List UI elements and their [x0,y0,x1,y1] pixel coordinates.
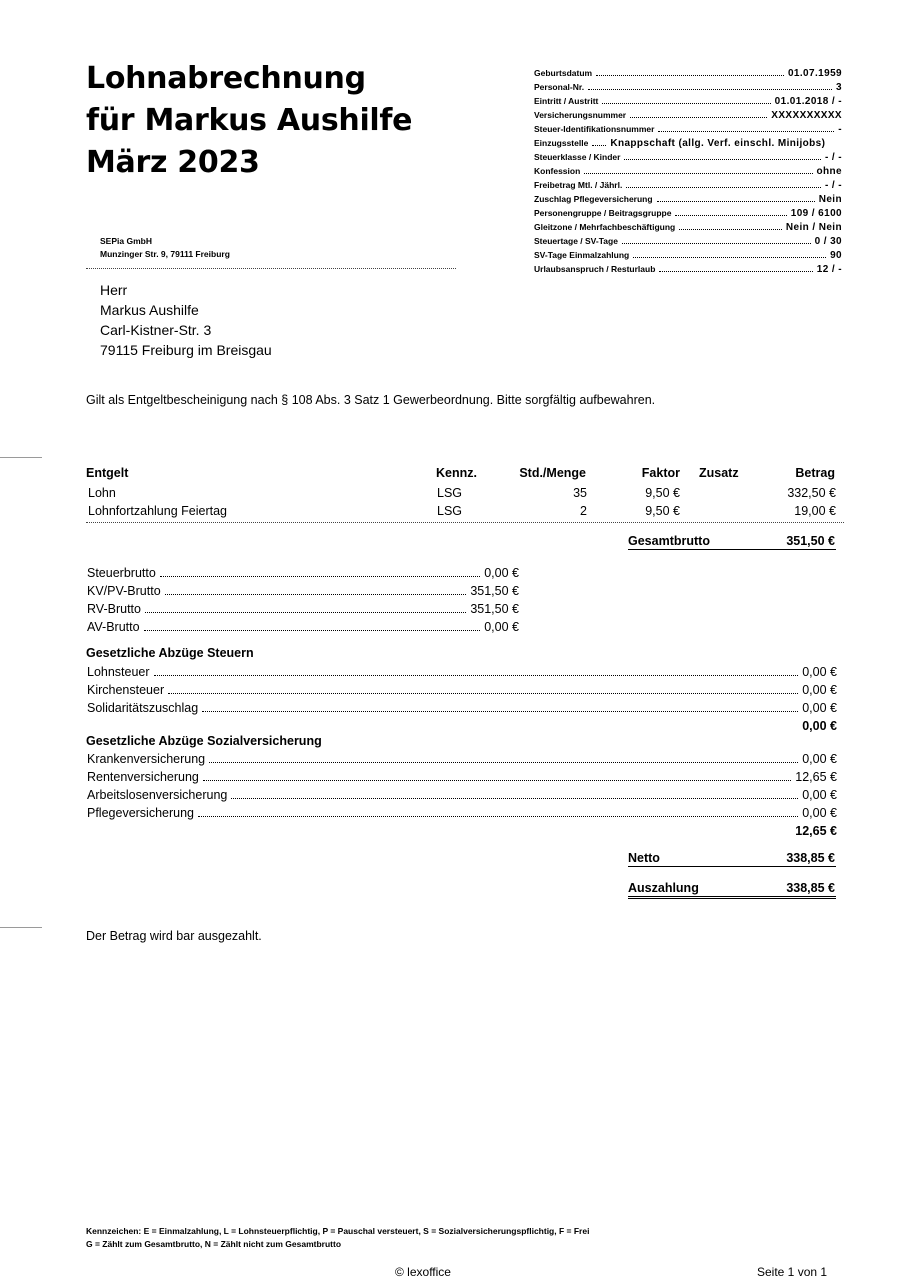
gesamtbrutto-underline [628,549,836,550]
fold-mark-bottom [0,927,42,928]
cell-entgelt: Lohnfortzahlung Feiertag [88,504,227,518]
cell-menge: 2 [580,504,587,518]
legend [86,1225,589,1251]
recipient-name: Markus Aushilfe [100,302,199,318]
col-header-entgelt: Entgelt [86,466,129,480]
sozial-list [87,752,837,842]
steuern-total: 0,00 € [802,719,837,733]
company-name: SEPia GmbH [100,236,152,246]
col-header-kennz: Kennz. [436,466,477,480]
recipient-street: Carl-Kistner-Str. 3 [100,322,212,338]
title-line-2: für Markus Aushilfe [86,103,413,138]
brutto-list [87,566,519,638]
cell-faktor: 9,50 € [645,486,680,500]
info-row-personal-nr: Personal-Nr. 3 [534,82,842,93]
brutto-row-av: AV-Brutto 0,00 € [87,620,519,634]
steuern-heading: Gesetzliche Abzüge Steuern [86,646,254,660]
brutto-row-steuerbrutto: Steuerbrutto 0,00 € [87,566,519,580]
cell-kennz: LSG [437,486,463,500]
info-row-versicherungsnummer: Versicherungsnummer XXXXXXXXXX [534,110,842,121]
employee-info-panel [534,68,842,278]
info-row-urlaub: Urlaubsanspruch / Resturlaub 12 / - [534,264,842,275]
netto-label: Netto [628,851,660,865]
company-street: Munzinger Str. 9, 79111 Freiburg [100,249,230,259]
company-address [100,235,230,261]
fold-mark-top [0,457,42,458]
sozial-row-kv: Krankenversicherung 0,00 € [87,752,837,766]
cell-kennz: LSG [437,504,463,518]
info-row-gleitzone: Gleitzone / Mehrfachbeschäftigung Nein / Nein [534,222,842,233]
recipient-salutation: Herr [100,282,128,298]
info-row-einzugsstelle: Einzugsstelle Knappschaft (allg. Verf. einschl. Minijobs) [534,138,826,149]
sozial-heading: Gesetzliche Abzüge Sozialversicherung [86,734,322,748]
info-row-steuer-id: Steuer-Identifikationsnummer - [534,124,842,135]
info-row-steuerklasse: Steuerklasse / Kinder - / - [534,152,842,163]
title-line-1: Lohnabrechnung [86,61,366,96]
info-row-sv-tage: SV-Tage Einmalzahlung 90 [534,250,842,261]
info-row-geburtsdatum: Geburtsdatum 01.07.1959 [534,68,842,79]
cell-entgelt: Lohn [88,486,116,500]
sozial-row-rv: Rentenversicherung 12,65 € [87,770,837,784]
info-row-eintritt-austritt: Eintritt / Austritt 01.01.2018 / - [534,96,842,107]
steuern-row-soli: Solidaritätszuschlag 0,00 € [87,701,837,715]
col-header-menge: Std./Menge [519,466,586,480]
netto-value: 338,85 € [786,851,835,865]
sozial-row-pv: Pflegeversicherung 0,00 € [87,806,837,820]
steuern-row-lohnsteuer: Lohnsteuer 0,00 € [87,665,837,679]
auszahlung-double-underline [628,896,836,899]
gesamtbrutto-label: Gesamtbrutto [628,534,710,548]
legend-line-1: Kennzeichen: E = Einmalzahlung, L = Lohnsteuerpflichtig, P = Pauschal versteuert, S = Sozialversicherungspflichtig, F = Frei [86,1226,590,1236]
info-row-steuertage: Steuertage / SV-Tage 0 / 30 [534,236,842,247]
cell-betrag: 19,00 € [794,504,836,518]
col-header-faktor: Faktor [641,466,680,480]
steuern-list [87,665,837,737]
certificate-notice: Gilt als Entgeltbescheinigung nach § 108 Abs. 3 Satz 1 Gewerbeordnung. Bitte sorgfältig aufbewahren. [86,393,656,407]
cell-betrag: 332,50 € [787,486,836,500]
brutto-row-kvpv: KV/PV-Brutto 351,50 € [87,584,519,598]
payment-note: Der Betrag wird bar ausgezahlt. [86,929,262,943]
col-header-zusatz: Zusatz [699,466,739,480]
info-row-zuschlag-pv: Zuschlag Pflegeversicherung Nein [534,194,842,205]
brutto-row-rv: RV-Brutto 351,50 € [87,602,519,616]
table-divider [86,522,844,523]
info-row-personengruppe: Personengruppe / Beitragsgruppe 109 / 6100 [534,208,842,219]
recipient-address [100,280,272,360]
sozial-total: 12,65 € [795,824,837,838]
footer-brand: © lexoffice [395,1265,451,1279]
title-line-3: März 2023 [86,145,260,180]
info-row-konfession: Konfession ohne [534,166,842,177]
gesamtbrutto-value: 351,50 € [786,534,835,548]
info-row-freibetrag: Freibetrag Mtl. / Jährl. - / - [534,180,842,191]
auszahlung-label: Auszahlung [628,881,699,895]
cell-menge: 35 [573,486,587,500]
col-header-betrag: Betrag [795,466,835,480]
sender-divider [86,268,456,269]
sozial-row-av: Arbeitslosenversicherung 0,00 € [87,788,837,802]
auszahlung-value: 338,85 € [786,881,835,895]
page-number: Seite 1 von 1 [757,1265,828,1279]
legend-line-2: G = Zählt zum Gesamtbrutto, N = Zählt nicht zum Gesamtbrutto [86,1239,342,1249]
netto-underline [628,866,836,867]
recipient-city: 79115 Freiburg im Breisgau [100,342,272,358]
page-title [86,58,412,184]
steuern-row-kirchensteuer: Kirchensteuer 0,00 € [87,683,837,697]
cell-faktor: 9,50 € [645,504,680,518]
